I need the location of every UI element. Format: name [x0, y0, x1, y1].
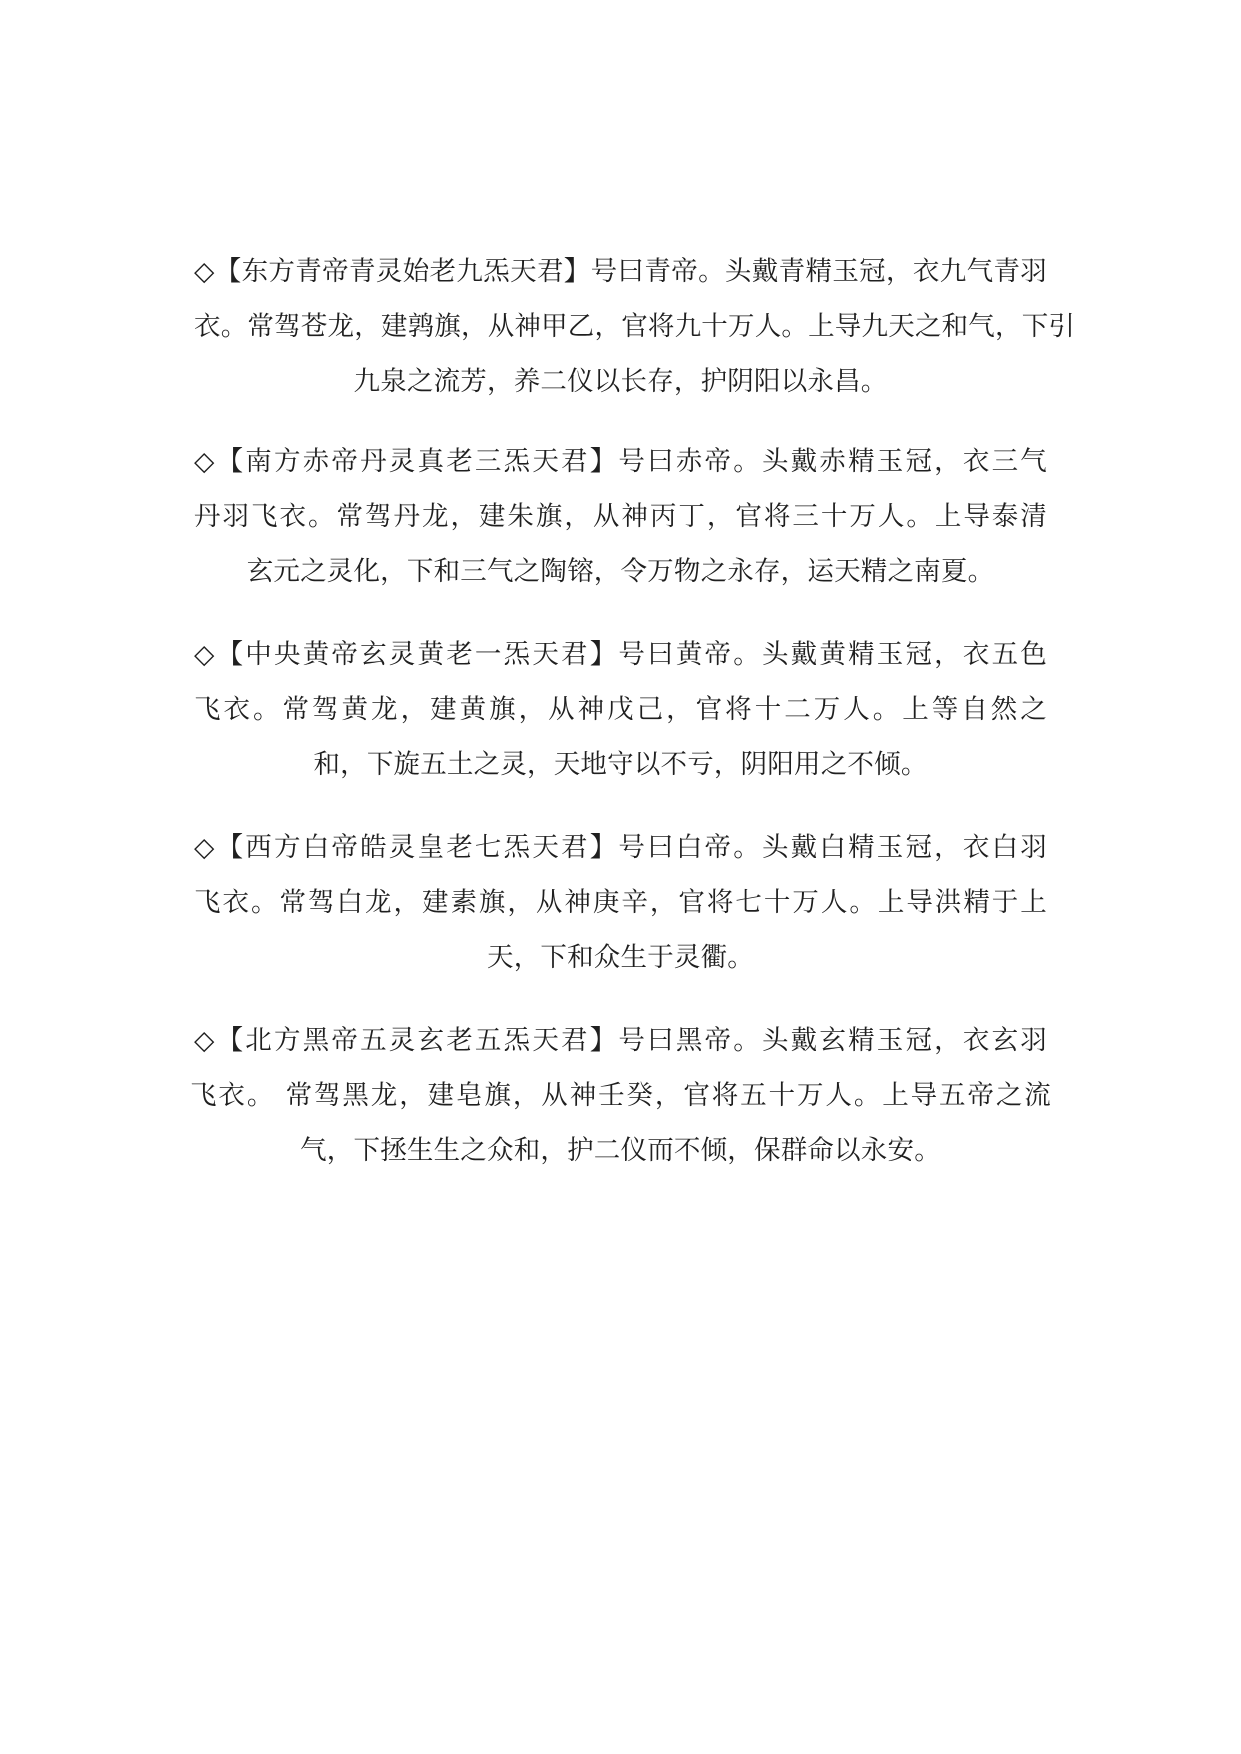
paragraph-line: ◇【中央黄帝玄灵黄老一炁天君】号曰黄帝。头戴黄精玉冠，衣五色 — [194, 639, 1047, 670]
paragraph-line: ◇【北方黑帝五灵玄老五炁天君】号曰黑帝。头戴玄精玉冠，衣玄羽 — [194, 1025, 1047, 1056]
paragraph-western-emperor — [194, 820, 1047, 985]
paragraph-line: ◇【南方赤帝丹灵真老三炁天君】号曰赤帝。头戴赤精玉冠，衣三气 — [194, 446, 1047, 477]
paragraph-line: 飞衣。常驾白龙，建素旗，从神庚辛，官将七十万人。上导洪精于上 — [194, 887, 1047, 918]
paragraph-line: 气，下拯生生之众和，护二仪而不倾，保群命以永安。 — [300, 1135, 941, 1166]
paragraph-line: 飞衣。常驾黄龙，建黄旗，从神戊己，官将十二万人。上等自然之 — [194, 694, 1047, 725]
paragraph-line: 和，下旋五土之灵，天地守以不亏，阴阳用之不倾。 — [313, 749, 928, 780]
paragraph-line: 天，下和众生于灵衢。 — [487, 942, 754, 973]
paragraph-central-emperor — [194, 627, 1047, 792]
paragraph-eastern-emperor — [194, 244, 1076, 409]
paragraph-line: 飞衣。 常驾黑龙，建皂旗，从神壬癸，官将五十万人。上导五帝之流 — [190, 1080, 1051, 1111]
paragraph-line: ◇【东方青帝青灵始老九炁天君】号曰青帝。头戴青精玉冠，衣九气青羽 — [194, 256, 1047, 287]
paragraph-line: ◇【西方白帝皓灵皇老七炁天君】号曰白帝。头戴白精玉冠，衣白羽 — [194, 832, 1047, 863]
paragraph-line: 玄元之灵化，下和三气之陶镕，令万物之永存，运天精之南夏。 — [246, 556, 995, 587]
paragraph-line: 衣。常驾苍龙，建鹑旗，从神甲乙，官将九十万人。上导九天之和气，下引 — [194, 311, 1076, 342]
paragraph-northern-emperor — [190, 1013, 1051, 1178]
paragraph-line: 九泉之流芳，养二仪以长存，护阴阳以永昌。 — [353, 366, 888, 397]
paragraph-line: 丹羽飞衣。常驾丹龙，建朱旗，从神丙丁，官将三十万人。上导泰清 — [194, 501, 1047, 532]
paragraph-southern-emperor — [194, 434, 1047, 599]
